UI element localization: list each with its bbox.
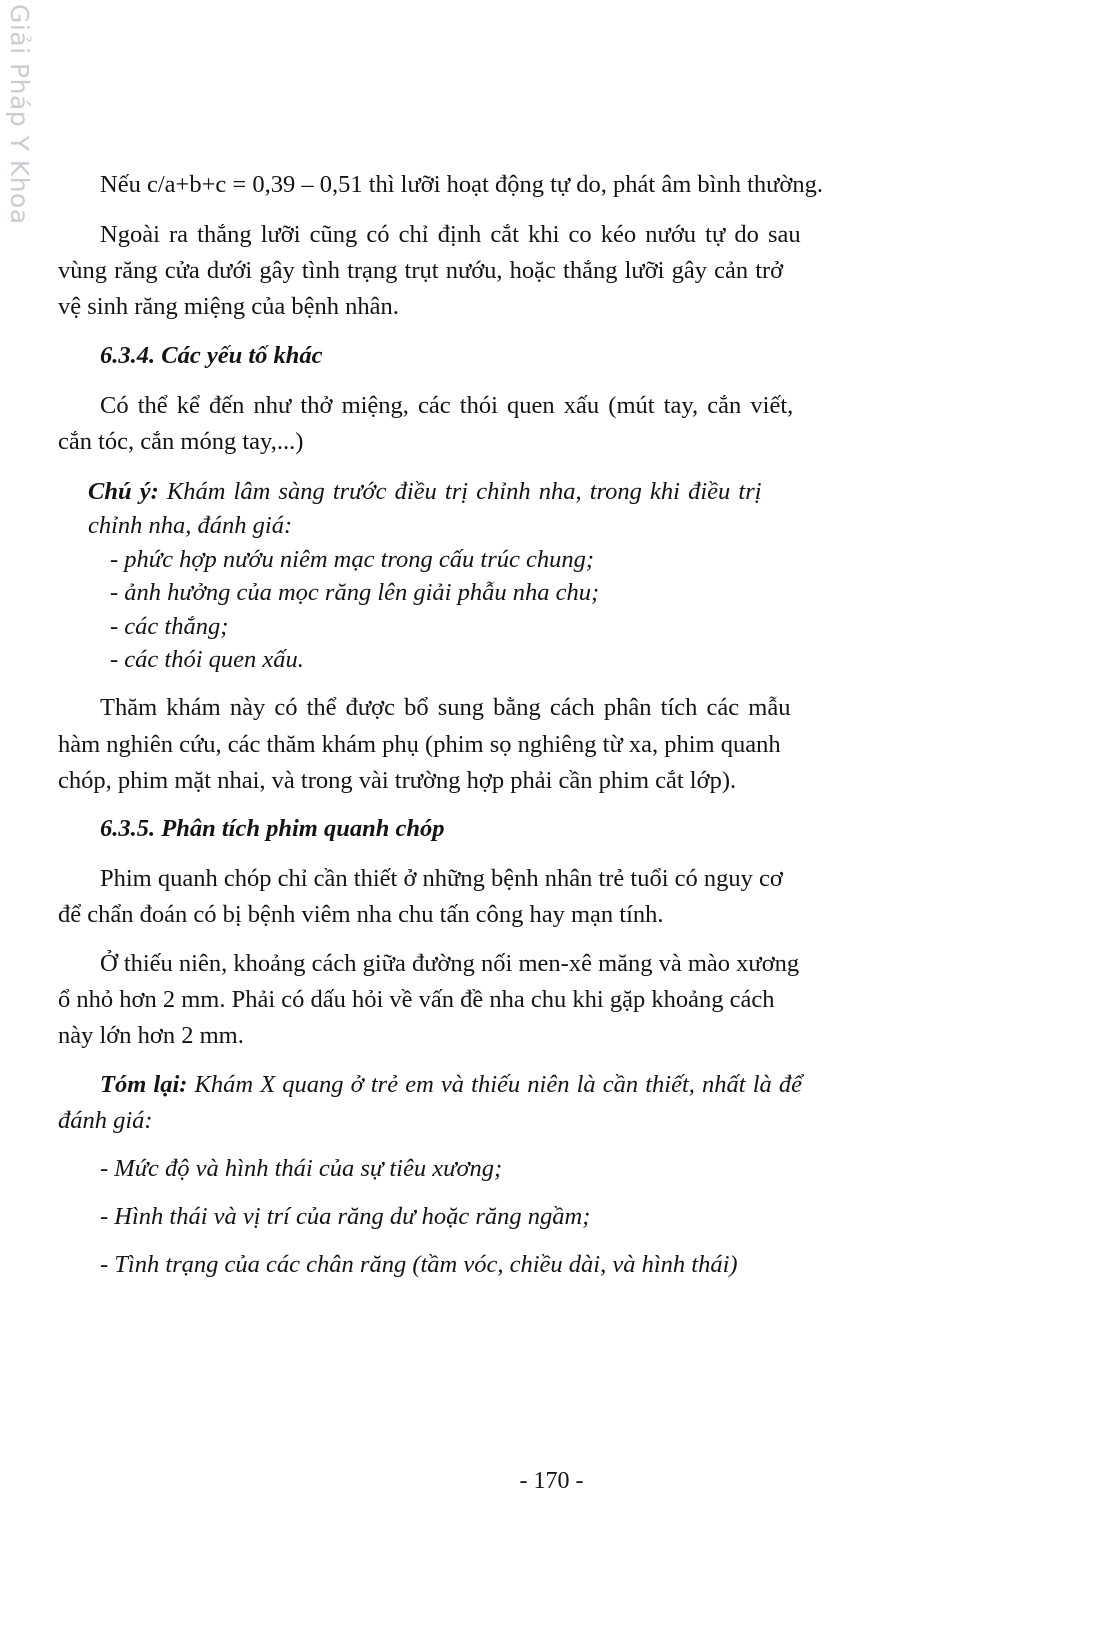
text-line: cắn tóc, cắn móng tay,...) [58,428,304,455]
watermark: Giải Pháp Y Khoa [5,4,34,225]
text-line: Phim quanh chóp chỉ cần thiết ở những bệnh nhân trẻ tuổi có nguy cơ [100,865,783,892]
text-line: Nếu c/a+b+c = 0,39 – 0,51 thì lưỡi hoạt động tự do, phát âm bình thường. [100,171,824,198]
note-bullet: - phức hợp nướu niêm mạc trong cấu trúc chung; [110,546,595,573]
text-line: để chẩn đoán có bị bệnh viêm nha chu tấn công hay mạn tính. [58,901,664,928]
text-line: Ngoài ra thắng lưỡi cũng có chỉ định cắt khi co kéo nướu tự do sau [100,221,801,248]
note-bullet: - ảnh hưởng của mọc răng lên giải phẫu nha chu; [110,579,600,606]
note-bullet: - các thắng; [110,613,229,640]
text-line: vệ sinh răng miệng của bệnh nhân. [58,293,399,320]
text-line: Thăm khám này có thể được bổ sung bằng cách phân tích các mẫu [100,694,791,721]
summary-bullet: - Mức độ và hình thái của sự tiêu xương; [100,1155,503,1182]
summary-text: Khám X quang ở trẻ em và thiếu niên là cần thiết, nhất là để [187,1071,803,1098]
summary-bullet: - Hình thái và vị trí của răng dư hoặc răng ngầm; [100,1203,591,1230]
text-line: vùng răng cửa dưới gây tình trạng trụt nướu, hoặc thắng lưỡi gây cản trở [58,257,784,284]
text-line: này lớn hơn 2 mm. [58,1022,244,1049]
summary-bullet: - Tình trạng của các chân răng (tầm vóc, chiều dài, và hình thái) [100,1251,738,1278]
page-number: - 170 - [519,1468,584,1494]
note-bullet: - các thói quen xấu. [110,646,304,673]
note-label: Chú ý: [88,478,159,505]
summary-label: Tóm lại: [100,1071,188,1098]
text-line: Ở thiếu niên, khoảng cách giữa đường nối men-xê măng và mào xương [100,950,800,977]
text-line: chóp, phim mặt nhai, và trong vài trường hợp phải cần phim cắt lớp). [58,767,737,794]
text-line: hàm nghiên cứu, các thăm khám phụ (phim sọ nghiêng từ xa, phim quanh [58,731,781,758]
note-line [88,477,762,507]
section-heading: 6.3.5. Phân tích phim quanh chóp [100,815,445,842]
text-line: ổ nhỏ hơn 2 mm. Phải có dấu hỏi về vấn đề nha chu khi gặp khoảng cách [58,986,775,1013]
summary-line: đánh giá: [58,1107,153,1134]
section-heading: 6.3.4. Các yếu tố khác [100,342,323,369]
text-line: Có thể kể đến như thở miệng, các thói quen xấu (mút tay, cắn viết, [100,392,794,419]
note-text: Khám lâm sàng trước điều trị chỉnh nha, trong khi điều trị [158,478,762,505]
note-line: chỉnh nha, đánh giá: [88,512,293,539]
summary-line [100,1070,802,1100]
